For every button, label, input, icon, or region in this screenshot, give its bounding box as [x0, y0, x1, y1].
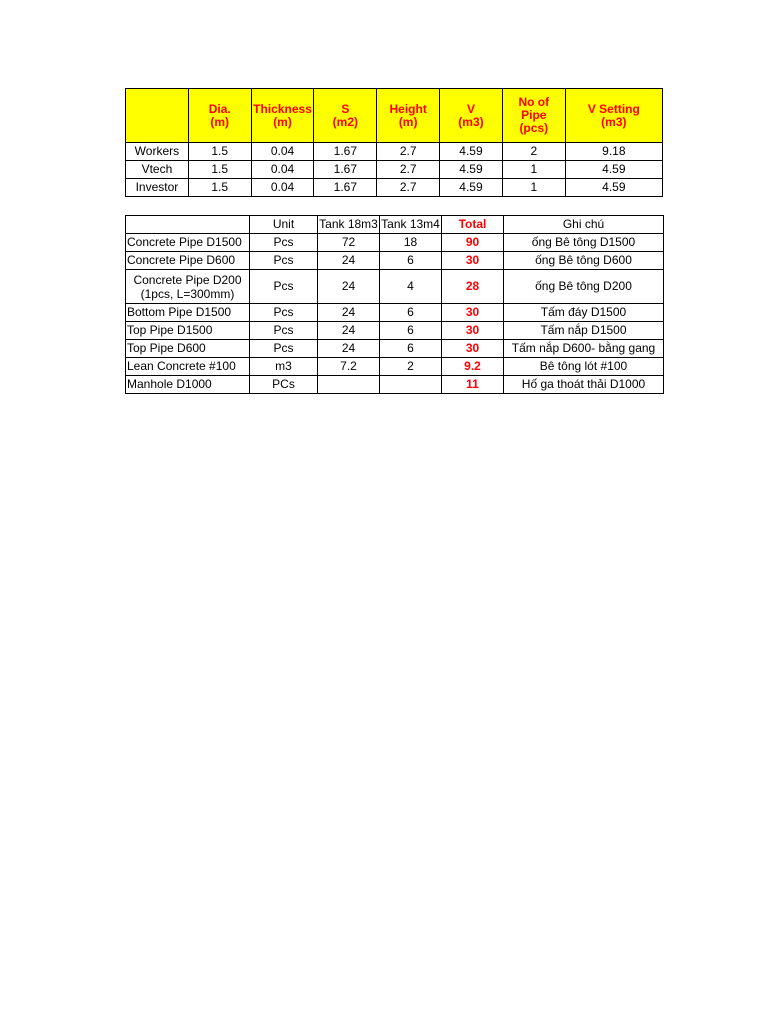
- table-cell: 9.18: [565, 143, 662, 161]
- item-name-cell: Concrete Pipe D1500: [126, 234, 250, 252]
- table-cell: Investor: [126, 179, 189, 197]
- header-cell: S (m2): [314, 89, 377, 143]
- table-cell: 1.5: [188, 161, 251, 179]
- table-row: [126, 340, 664, 358]
- item-name-cell: Top Pipe D1500: [126, 322, 250, 340]
- table-cell: 2.7: [377, 179, 440, 197]
- header-cell: No of Pipe (pcs): [502, 89, 565, 143]
- header-cell: Height (m): [377, 89, 440, 143]
- table-cell: Pcs: [250, 252, 318, 270]
- table-cell: 4.59: [565, 161, 662, 179]
- item-name-cell: Manhole D1000: [126, 376, 250, 394]
- header-cell: Dia. (m): [188, 89, 251, 143]
- table-cell: 1.67: [314, 143, 377, 161]
- item-name-cell: Concrete Pipe D200 (1pcs, L=300mm): [126, 270, 250, 304]
- table-cell: Pcs: [250, 304, 318, 322]
- header-cell: Unit: [250, 216, 318, 234]
- table-row: [126, 304, 664, 322]
- table-cell: 24: [318, 340, 380, 358]
- table-cell: 1.5: [188, 143, 251, 161]
- table-row: [126, 270, 664, 304]
- table-cell: 1.67: [314, 161, 377, 179]
- table-row: [126, 143, 663, 161]
- table-cell: 1: [502, 179, 565, 197]
- total-cell: 30: [442, 252, 504, 270]
- note-cell: Bê tông lót #100: [504, 358, 664, 376]
- table-cell: 4.59: [565, 179, 662, 197]
- header-cell: V (m3): [440, 89, 503, 143]
- note-cell: ống Bê tông D200: [504, 270, 664, 304]
- table-cell: 4.59: [440, 143, 503, 161]
- total-cell: 11: [442, 376, 504, 394]
- table-cell: 72: [318, 234, 380, 252]
- item-name-cell: Lean Concrete #100: [126, 358, 250, 376]
- table-row: [126, 358, 664, 376]
- table-cell: 0.04: [251, 143, 314, 161]
- header-cell: Tank 13m4: [380, 216, 442, 234]
- table-cell: 6: [380, 340, 442, 358]
- table-cell: Workers: [126, 143, 189, 161]
- header-cell: [126, 216, 250, 234]
- table-cell: 24: [318, 270, 380, 304]
- total-cell: 30: [442, 340, 504, 358]
- table-cell: 2: [380, 358, 442, 376]
- header-cell: Thickness (m): [251, 89, 314, 143]
- item-name-cell: Top Pipe D600: [126, 340, 250, 358]
- table-row: [126, 252, 664, 270]
- table-row: [126, 234, 664, 252]
- table-cell: m3: [250, 358, 318, 376]
- note-cell: Tấm nắp D1500: [504, 322, 664, 340]
- table-row: [126, 161, 663, 179]
- note-cell: Tấm đáy D1500: [504, 304, 664, 322]
- table-cell: 0.04: [251, 161, 314, 179]
- table-cell: 2.7: [377, 161, 440, 179]
- header-cell: [126, 89, 189, 143]
- table-cell: 4: [380, 270, 442, 304]
- total-cell: 30: [442, 322, 504, 340]
- table-cell: [380, 376, 442, 394]
- table-cell: 1.5: [188, 179, 251, 197]
- table-cell: 1.67: [314, 179, 377, 197]
- table-cell: 18: [380, 234, 442, 252]
- note-cell: Hố ga thoát thải D1000: [504, 376, 664, 394]
- total-cell: 30: [442, 304, 504, 322]
- table-cell: 6: [380, 252, 442, 270]
- table-row: [126, 179, 663, 197]
- table-cell: 0.04: [251, 179, 314, 197]
- table-cell: Pcs: [250, 270, 318, 304]
- table-cell: Vtech: [126, 161, 189, 179]
- table-cell: Pcs: [250, 340, 318, 358]
- table-cell: Pcs: [250, 322, 318, 340]
- header-cell: Ghi chú: [504, 216, 664, 234]
- total-cell: 28: [442, 270, 504, 304]
- table-cell: 2: [502, 143, 565, 161]
- note-cell: ống Bê tông D600: [504, 252, 664, 270]
- header-cell-total: Total: [442, 216, 504, 234]
- table-header-row: [126, 216, 664, 234]
- table-cell: Pcs: [250, 234, 318, 252]
- material-quantity-table: [125, 215, 664, 394]
- table-header-row: [126, 89, 663, 143]
- note-cell: Tấm nắp D600- bằng gang: [504, 340, 664, 358]
- table-cell: [318, 376, 380, 394]
- table-cell: 2.7: [377, 143, 440, 161]
- table-row: [126, 322, 664, 340]
- table-cell: 24: [318, 304, 380, 322]
- table-cell: 24: [318, 322, 380, 340]
- table-cell: PCs: [250, 376, 318, 394]
- table-cell: 6: [380, 304, 442, 322]
- table-cell: 24: [318, 252, 380, 270]
- table-row: [126, 376, 664, 394]
- table-cell: 1: [502, 161, 565, 179]
- item-name-cell: Bottom Pipe D1500: [126, 304, 250, 322]
- table-cell: 4.59: [440, 161, 503, 179]
- table-cell: 6: [380, 322, 442, 340]
- header-cell: Tank 18m3: [318, 216, 380, 234]
- pipe-dimension-table: [125, 88, 663, 197]
- table-cell: 7.2: [318, 358, 380, 376]
- total-cell: 9.2: [442, 358, 504, 376]
- total-cell: 90: [442, 234, 504, 252]
- item-name-cell: Concrete Pipe D600: [126, 252, 250, 270]
- note-cell: ống Bê tông D1500: [504, 234, 664, 252]
- table-cell: 4.59: [440, 179, 503, 197]
- header-cell: V Setting (m3): [565, 89, 662, 143]
